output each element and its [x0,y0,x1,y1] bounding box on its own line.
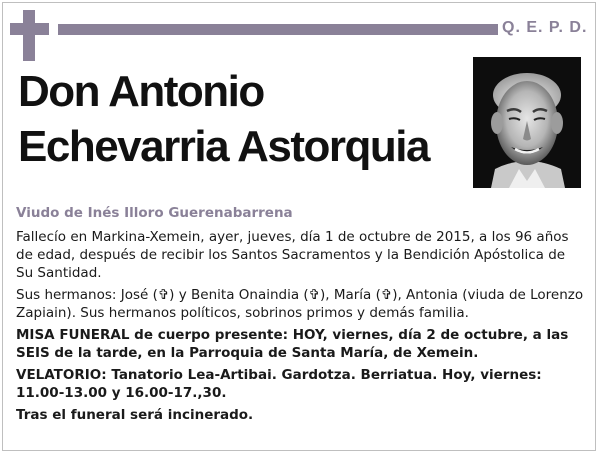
header-divider-bar [58,24,498,35]
closing-paragraph: Tras el funeral será incinerado. [16,407,254,423]
widow-line: Viudo de Inés Illoro Guerenabarrena [16,205,293,221]
wake-paragraph: VELATORIO: Tanatorio Lea-Artibai. Gardotza. Berriatua. Hoy, viernes: 11.00-13.00 y 16.00-17.,30. [16,367,542,401]
obituary-body [16,204,586,428]
deceased-portrait-photo [473,57,581,188]
deceased-name-line2: Echevarria Astorquia [18,122,429,171]
family-paragraph: Sus hermanos: José (✞) y Benita Onaindia (✞), María (✞), Antonia (viuda de Lorenzo Zapiain). Sus hermanos políticos, sobrinos primos y demás familia. [16,287,584,321]
qepd-label: Q. E. P. D. [502,19,588,36]
deceased-name [18,64,463,174]
deceased-name-line1: Don Antonio [18,67,264,116]
funeral-mass-paragraph: MISA FUNERAL de cuerpo presente: HOY, viernes, día 2 de octubre, a las SEIS de la tarde, en la Parroquia de Santa María, de Xemein. [16,327,569,361]
death-notice-paragraph: Fallecío en Markina-Xemein, ayer, jueves, día 1 de octubre de 2015, a los 96 años de edad, después de recibir los Santos Sacramentos y la Bendición Apóstolica de Su Santidad. [16,229,569,281]
